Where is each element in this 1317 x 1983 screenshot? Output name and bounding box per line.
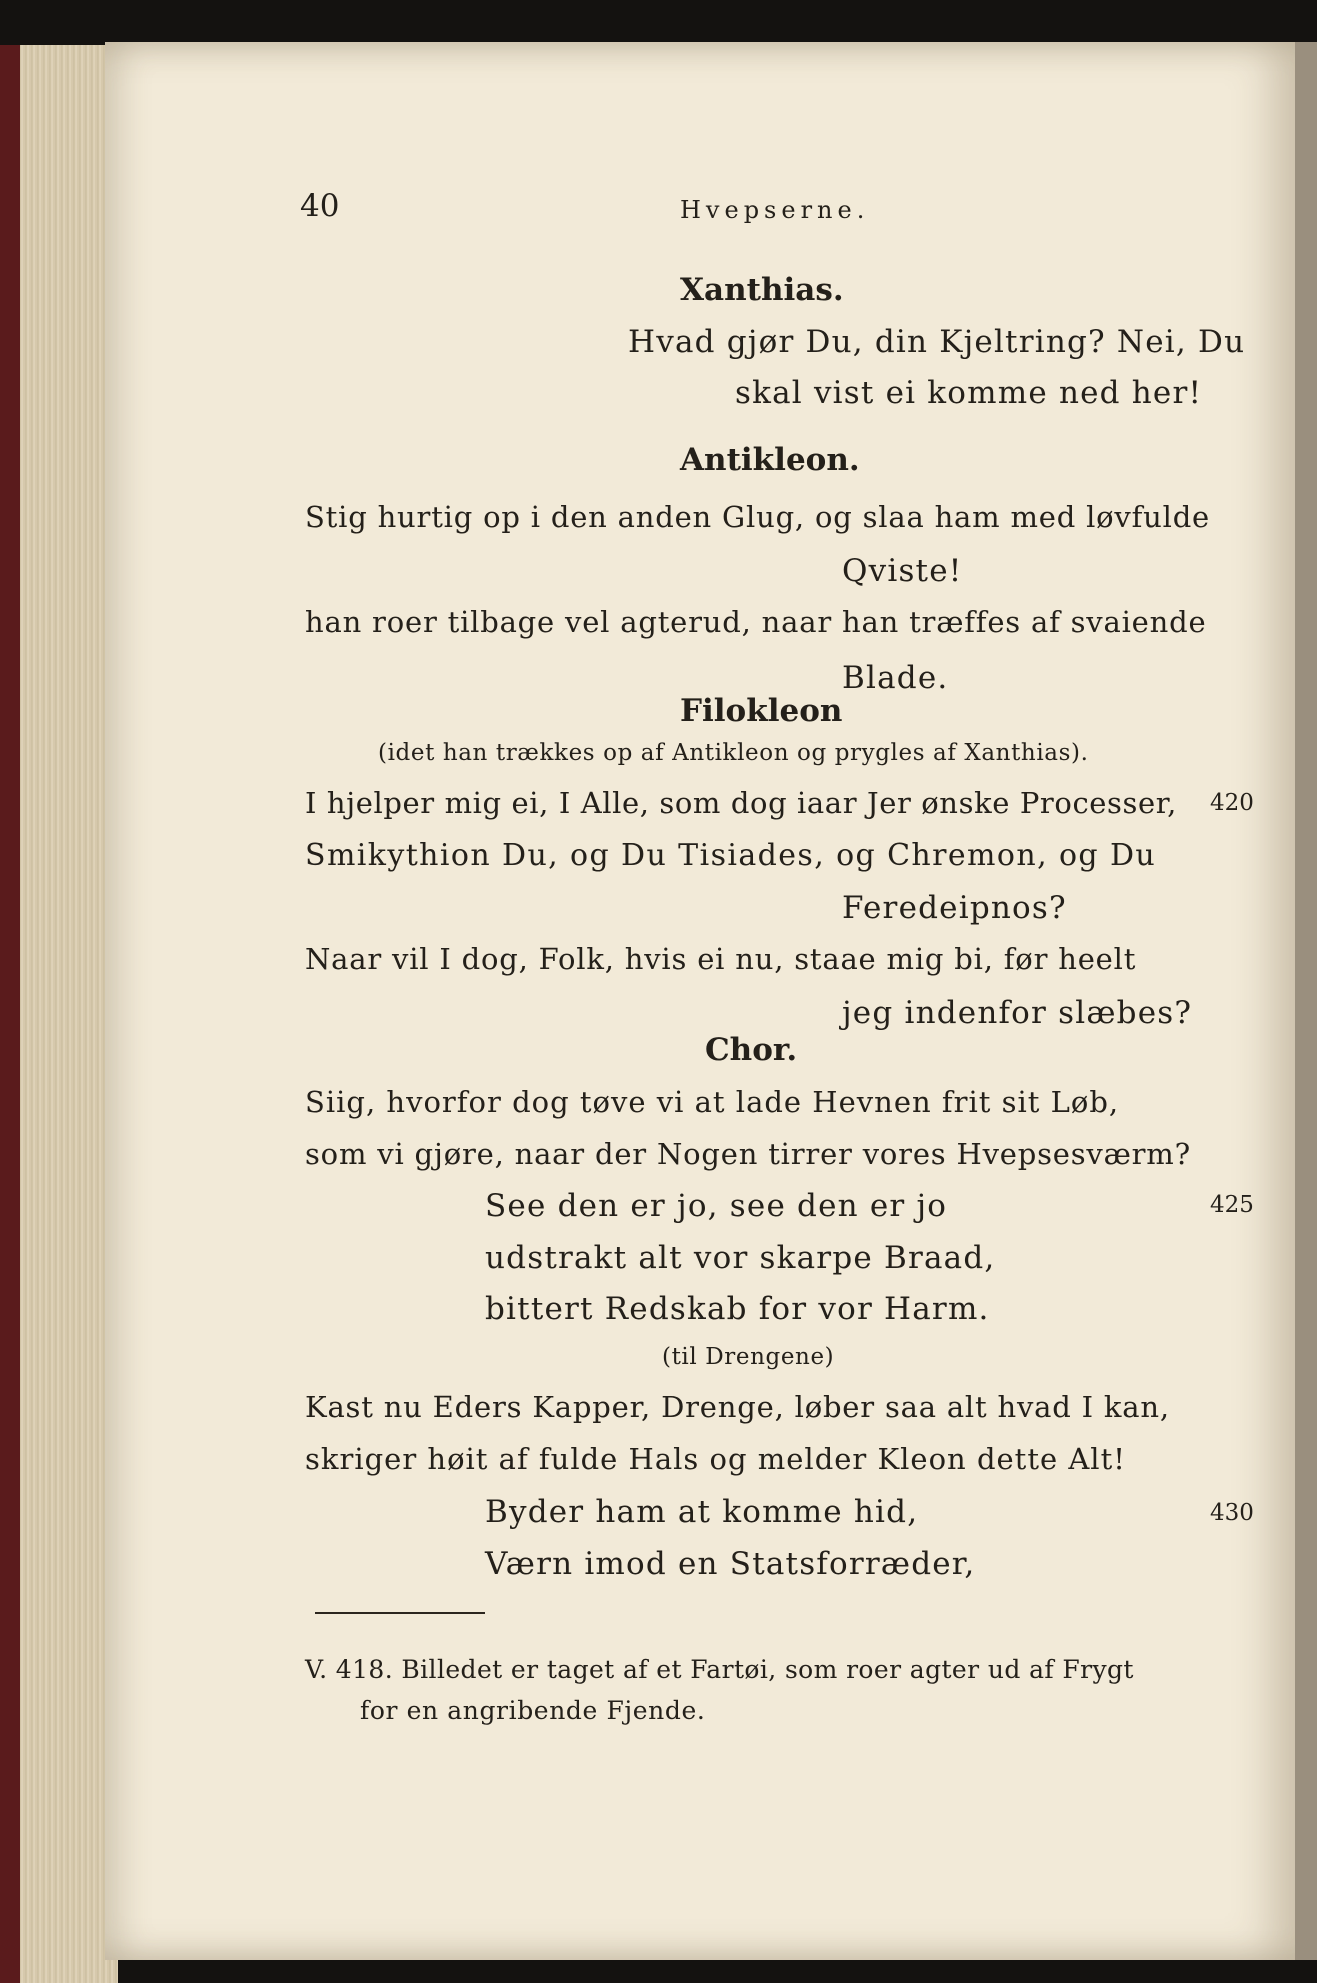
footnote-line: for en angribende Fjende. [360,1696,706,1725]
verse-line: han roer tilbage vel agterud, naar han træffes af svaiende [305,605,1207,639]
speaker-chor: Chor. [705,1032,798,1068]
verse-line: Smikythion Du, og Du Tisiades, og Chremon, og Du [305,838,1157,873]
line-number: 430 [1210,1500,1254,1526]
verse-line: udstrakt alt vor skarpe Braad, [485,1240,996,1276]
verse-line: Kast nu Eders Kapper, Drenge, løber saa alt hvad I kan, [305,1390,1170,1424]
book-spine-edge [0,45,20,1983]
line-number: 420 [1210,790,1254,816]
verse-line: Naar vil I dog, Folk, hvis ei nu, staae mig bi, før heelt [305,942,1137,976]
verse-line: Hvad gjør Du, din Kjeltring? Nei, Du [628,324,1246,360]
verse-line: Stig hurtig op i den anden Glug, og slaa ham med løvfulde [305,500,1211,534]
running-title: Hvepserne. [680,196,870,224]
line-number: 425 [1210,1192,1254,1218]
verse-line: som vi gjøre, naar der Nogen tirrer vores Hvepsesværm? [305,1137,1191,1171]
verse-line: I hjelper mig ei, I Alle, som dog iaar Jer ønske Processer, [305,786,1177,820]
speaker-xanthias: Xanthias. [680,272,844,308]
footnote-rule [315,1612,485,1614]
verse-line: jeg indenfor slæbes? [842,995,1193,1031]
verse-line: skal vist ei komme ned her! [735,375,1203,411]
verse-line: Blade. [842,660,949,696]
page-gutter [1295,42,1317,1960]
speaker-filokleon: Filokleon [680,693,843,729]
verse-line: Byder ham at komme hid, [485,1494,919,1530]
verse-line: skriger høit af fulde Hals og melder Kleon dette Alt! [305,1442,1126,1476]
verse-line: Qviste! [842,553,963,589]
stage-direction: (til Drengene) [662,1344,835,1370]
stage-direction: (idet han trækkes op af Antikleon og prygles af Xanthias). [378,740,1089,766]
footnote-line: V. 418. Billedet er taget af et Fartøi, som roer agter ud af Frygt [305,1655,1134,1684]
verse-line: Siig, hvorfor dog tøve vi at lade Hevnen frit sit Løb, [305,1085,1120,1119]
verse-line: Værn imod en Statsforræder, [485,1546,976,1582]
verse-line: See den er jo, see den er jo [485,1188,948,1224]
verse-line: bittert Redskab for vor Harm. [485,1291,990,1327]
speaker-antikleon: Antikleon. [680,442,860,478]
verse-line: Feredeipnos? [842,890,1067,926]
page-number: 40 [300,188,340,224]
